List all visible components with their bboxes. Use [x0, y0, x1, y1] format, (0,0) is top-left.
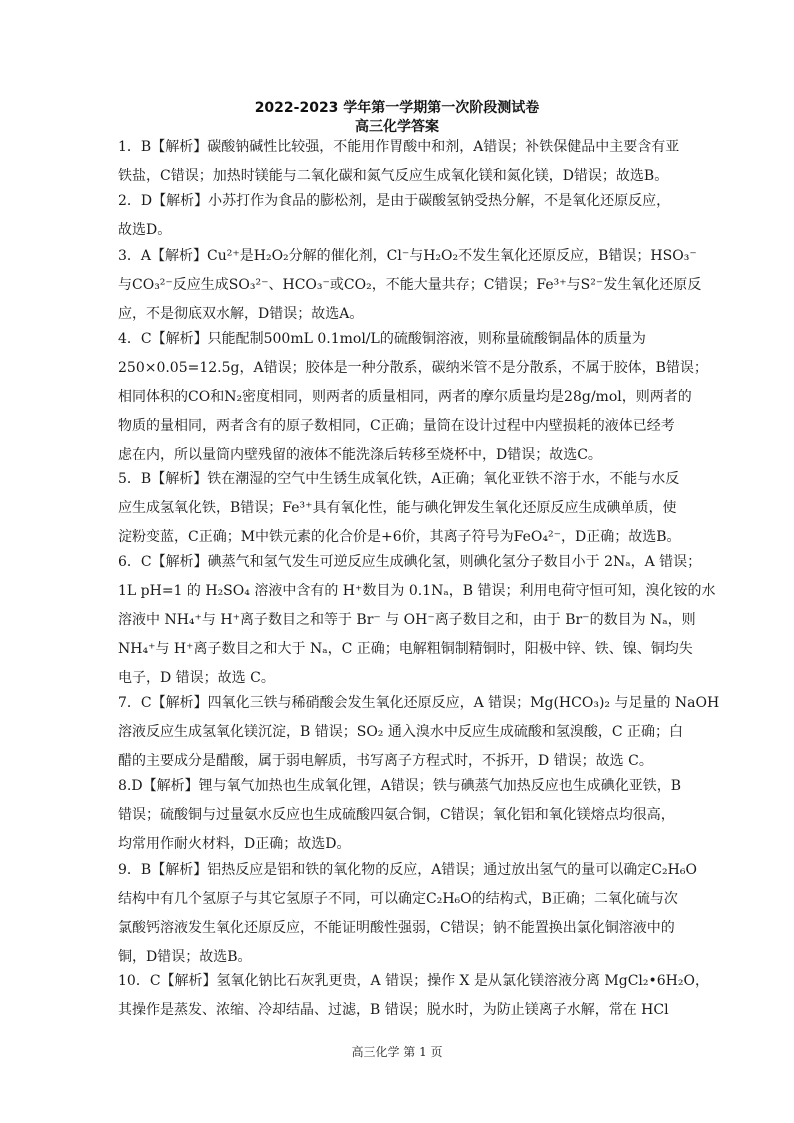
answer-line: 错误；硫酸铜与过量氨水反应也生成硫酸四氨合铜，C错误；氧化铝和氧化镁熔点均很高，	[118, 807, 675, 823]
answer-line: 1．B【解析】碳酸钠碱性比较强，不能用作胃酸中和剂，A错误；补铁保健品中主要含有亚	[118, 139, 680, 155]
answer-line: 均常用作耐火材料，D正确；故选D。	[118, 836, 351, 852]
answer-line: NH₄⁺与 H⁺离子数目之和大于 Nₐ，C 正确；电解粗铜制精铜时，阳极中锌、铁、镍、铜均失	[118, 641, 693, 657]
answer-4	[118, 325, 708, 470]
answer-line: 与CO₃²⁻反应生成SO₃²⁻、HCO₃⁻或CO₂，不能大量共存；C错误；Fe³⁺与S²⁻发生氧化还原反	[118, 277, 702, 293]
answer-line: 溶液中 NH₄⁺与 H⁺离子数目之和等于 Br⁻ 与 OH⁻离子数目之和，由于 Br⁻的数目为 Nₐ，则	[118, 612, 696, 628]
answer-8	[118, 772, 683, 859]
answer-line: 溶液反应生成氢氧化镁沉淀，B 错误；SO₂ 通入溴水中反应生成硫酸和氢溴酸，C 正确；白	[118, 724, 684, 740]
answer-line: 物质的量相同，两者含有的原子数相同，C正确；量筒在设计过程中内壁损耗的液体已经考	[118, 418, 675, 434]
answer-line: 7．C【解析】四氧化三铁与稀硝酸会发生氧化还原反应，A 错误；Mg(HCO₃)₂ 与足量的 NaOH	[118, 695, 720, 711]
answer-line: 醋的主要成分是醋酸，属于弱电解质，书写离子方程式时，不拆开，D 错误；故选 C。	[118, 753, 653, 769]
answer-line: 9．B【解析】铝热反应是铝和铁的氧化物的反应，A错误；通过放出氢气的量可以确定C₂H₆O	[118, 862, 697, 878]
answer-line: 应生成氢氧化铁，B错误；Fe³⁺具有氧化性，能与碘化钾发生氧化还原反应生成碘单质，使	[118, 500, 677, 516]
page-footer: 高三化学 第 1 页	[351, 1045, 443, 1059]
page-subtitle: 高三化学答案	[355, 119, 439, 135]
answer-2	[118, 187, 683, 245]
answer-3	[118, 242, 702, 329]
answer-line: 1L pH=1 的 H₂SO₄ 溶液中含有的 H⁺数目为 0.1Nₐ，B 错误；利用电荷守恒可知，溴化铵的水	[118, 583, 716, 599]
answer-line: 电子，D 错误；故选 C。	[118, 670, 275, 686]
answer-line: 10．C【解析】氢氧化钠比石灰乳更贵，A 错误；操作 X 是从氯化镁溶液分离 MgCl₂•6H₂O，	[118, 973, 709, 989]
answer-line: 结构中有几个氢原子与其它氢原子不同，可以确定C₂H₆O的结构式，B正确；二氧化硫与次	[118, 891, 678, 907]
answer-7	[118, 689, 720, 776]
answer-1	[118, 133, 683, 191]
answer-line: 铁盐，C错误；加热时镁能与二氧化碳和氮气反应生成氧化镁和氮化镁，D错误；故选B。	[118, 168, 669, 184]
answer-line: 6．C【解析】碘蒸气和氢气发生可逆反应生成碘化氢，则碘化氢分子数目小于 2Nₐ，A 错误；	[118, 554, 702, 570]
answer-line: 铜，D错误；故选B。	[118, 949, 252, 965]
answer-line: 氯酸钙溶液发生氧化还原反应，不能证明酸性强弱，C错误；钠不能置换出氯化铜溶液中的	[118, 920, 675, 936]
answer-line: 应，不是彻底双水解，D错误；故选A。	[118, 306, 364, 322]
answer-line: 8.D【解析】锂与氧气加热也生成氧化锂，A错误；铁与碘蒸气加热反应也生成碘化亚铁，B	[118, 778, 681, 794]
answer-line: 相同体积的CO和N₂密度相同，则两者的质量相同，两者的摩尔质量均是28g/mol，则两者的	[118, 389, 692, 405]
page-title: 2022-2023 学年第一学期第一次阶段测试卷	[254, 100, 540, 116]
answer-line: 其操作是蒸发、浓缩、冷却结晶、过滤，B 错误；脱水时，为防止镁离子水解，常在 HCl	[118, 1002, 669, 1018]
answer-10	[118, 967, 709, 1025]
answer-line: 3．A【解析】Cu²⁺是H₂O₂分解的催化剂，Cl⁻与H₂O₂不发生氧化还原反应，B错误；HSO₃⁻	[118, 248, 697, 264]
answer-line: 4．C【解析】只能配制500mL 0.1mol/L的硫酸铜溶液，则称量硫酸铜晶体的质量为	[118, 331, 646, 347]
answer-line: 淀粉变蓝，C正确；M中铁元素的化合价是+6价，其离子符号为FeO₄²⁻，D正确；故选B。	[118, 529, 681, 545]
answer-line: 虑在内，所以量筒内壁残留的液体不能洗涤后转移至烧杯中，D错误；故选C。	[118, 447, 602, 463]
answer-5	[118, 465, 683, 552]
answer-line: 250×0.05=12.5g，A错误；胶体是一种分散系，碳纳米管不是分散系，不属于胶体，B错误；	[118, 360, 708, 376]
answer-9	[118, 856, 697, 972]
answer-6	[118, 548, 716, 693]
answer-line: 2．D【解析】小苏打作为食品的膨松剂，是由于碳酸氢钠受热分解，不是氧化还原反应，	[118, 193, 671, 209]
answer-line: 故选D。	[118, 222, 172, 238]
answer-line: 5．B【解析】铁在潮湿的空气中生锈生成氧化铁，A正确；氧化亚铁不溶于水，不能与水反	[118, 471, 680, 487]
